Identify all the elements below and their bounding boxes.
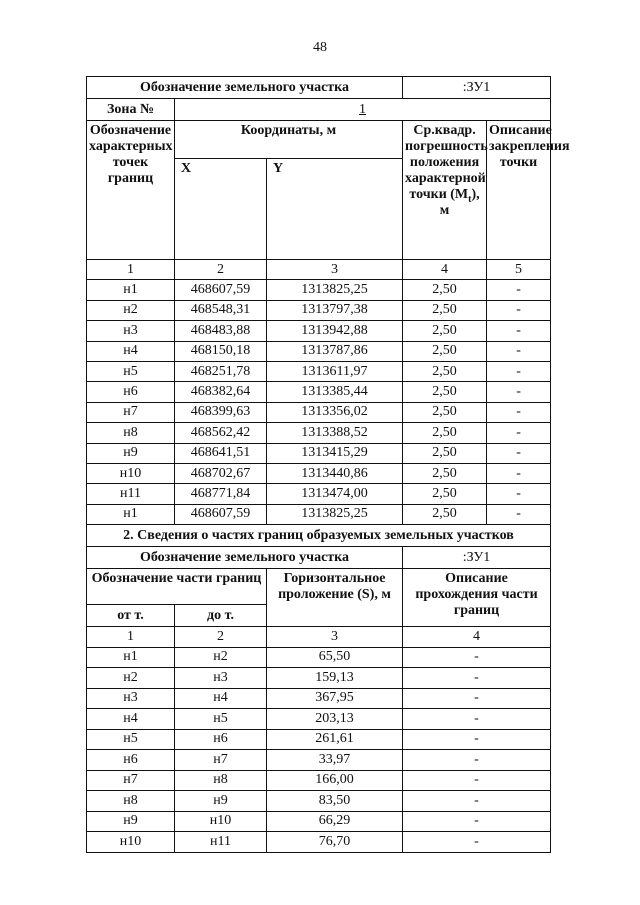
table-cell: н3: [87, 321, 175, 341]
table-cell: 2,50: [403, 402, 487, 422]
table-cell: 66,29: [267, 811, 403, 832]
parcel-value: :ЗУ1: [403, 77, 551, 99]
table-cell: 261,61: [267, 729, 403, 750]
table-row: [87, 811, 551, 832]
table-cell: 65,50: [267, 647, 403, 668]
table-cell: 76,70: [267, 832, 403, 853]
header-row-1: [87, 121, 551, 159]
header-error-sub: t: [468, 193, 472, 205]
table-cell: 2,50: [403, 423, 487, 443]
table-cell: -: [403, 770, 551, 791]
table-cell: 1313388,52: [267, 423, 403, 443]
table-cell: н10: [175, 811, 267, 832]
table-cell: 2,50: [403, 443, 487, 463]
table-row: [87, 423, 551, 443]
table-cell: 468771,84: [175, 484, 267, 504]
table-cell: -: [487, 321, 551, 341]
table-row: [87, 832, 551, 853]
table-row: [87, 280, 551, 300]
table-row: [87, 361, 551, 381]
column-number: 3: [267, 260, 403, 280]
table-cell: -: [487, 423, 551, 443]
table-row: [87, 443, 551, 463]
table-cell: -: [403, 811, 551, 832]
table-cell: н9: [175, 791, 267, 812]
table-cell: н2: [175, 647, 267, 668]
table-row: [87, 709, 551, 730]
table-cell: 1313356,02: [267, 402, 403, 422]
table-cell: н7: [87, 402, 175, 422]
parcel-label: Обозначение земельного участка: [87, 77, 403, 99]
table-cell: н10: [87, 463, 175, 483]
table-cell: 468607,59: [175, 280, 267, 300]
table-cell: 1313797,38: [267, 300, 403, 320]
header-coordinates: Координаты, м: [175, 121, 403, 159]
table-cell: -: [403, 791, 551, 812]
table-cell: н2: [87, 668, 175, 689]
table-cell: н7: [175, 750, 267, 771]
table-cell: н11: [87, 484, 175, 504]
table-cell: 1313474,00: [267, 484, 403, 504]
table-cell: н3: [87, 688, 175, 709]
table-row: [87, 484, 551, 504]
table-row: [87, 750, 551, 771]
zone-label: Зона №: [87, 99, 175, 121]
table-cell: -: [487, 504, 551, 524]
table-cell: н10: [87, 832, 175, 853]
table-cell: -: [487, 341, 551, 361]
table-row: [87, 504, 551, 524]
table-cell: 468607,59: [175, 504, 267, 524]
table-cell: н4: [175, 688, 267, 709]
header-from: от т.: [87, 605, 175, 627]
table-cell: -: [403, 709, 551, 730]
table-row: [87, 668, 551, 689]
table-cell: -: [487, 463, 551, 483]
table-cell: н9: [87, 443, 175, 463]
header-passage: Описание прохождения части границ: [403, 569, 551, 627]
table-row: [87, 770, 551, 791]
table-cell: н7: [87, 770, 175, 791]
table-cell: н1: [87, 504, 175, 524]
header-part: Обозначение части границ: [87, 569, 267, 605]
table-cell: -: [487, 402, 551, 422]
parcel-row-2: [87, 547, 551, 569]
table-cell: н5: [175, 709, 267, 730]
table-cell: н1: [87, 647, 175, 668]
column-number: 1: [87, 260, 175, 280]
parcel-row: [87, 77, 551, 99]
header-x: X: [175, 159, 267, 260]
table-cell: 468702,67: [175, 463, 267, 483]
table-cell: 2,50: [403, 321, 487, 341]
table-cell: н3: [175, 668, 267, 689]
table-cell: н2: [87, 300, 175, 320]
column-number: 4: [403, 260, 487, 280]
table-cell: -: [403, 688, 551, 709]
table-cell: 468382,64: [175, 382, 267, 402]
table-cell: -: [487, 443, 551, 463]
boundary-parts-table: [86, 524, 551, 853]
table-cell: -: [403, 750, 551, 771]
table-cell: 2,50: [403, 463, 487, 483]
table-cell: -: [403, 729, 551, 750]
table-cell: 1313611,97: [267, 361, 403, 381]
header-to: до т.: [175, 605, 267, 627]
table-row: [87, 463, 551, 483]
column-numbers-row-2: [87, 627, 551, 648]
header-points: Обозначение характерных точек границ: [87, 121, 175, 260]
table-cell: 2,50: [403, 484, 487, 504]
table-cell: 1313942,88: [267, 321, 403, 341]
table-cell: -: [487, 361, 551, 381]
table-cell: 2,50: [403, 504, 487, 524]
table-cell: 468548,31: [175, 300, 267, 320]
table-cell: 2,50: [403, 280, 487, 300]
table-row: [87, 688, 551, 709]
table-cell: 203,13: [267, 709, 403, 730]
table-cell: 468562,42: [175, 423, 267, 443]
table-cell: -: [487, 484, 551, 504]
header-description: Описание закрепления точки: [487, 121, 551, 260]
table-cell: -: [403, 668, 551, 689]
parcel-value-2: :ЗУ1: [403, 547, 551, 569]
table-cell: н8: [87, 791, 175, 812]
table-cell: -: [487, 280, 551, 300]
header-error-main: Ср.квадр. погрешность положения характерной точки (M: [405, 123, 488, 202]
table-row: [87, 791, 551, 812]
page-number: 48: [313, 40, 327, 55]
table-cell: н11: [175, 832, 267, 853]
table-cell: 2,50: [403, 361, 487, 381]
table-cell: 2,50: [403, 300, 487, 320]
table-cell: 1313440,86: [267, 463, 403, 483]
table-cell: н5: [87, 729, 175, 750]
zone-row: [87, 99, 551, 121]
table-cell: н8: [87, 423, 175, 443]
table-row: [87, 382, 551, 402]
table-cell: 468150,18: [175, 341, 267, 361]
table-cell: н1: [87, 280, 175, 300]
parcel-label-2: Обозначение земельного участка: [87, 547, 403, 569]
table-cell: 2,50: [403, 341, 487, 361]
table-cell: н6: [175, 729, 267, 750]
table-cell: н5: [87, 361, 175, 381]
table-cell: -: [403, 832, 551, 853]
table-cell: н4: [87, 709, 175, 730]
table-row: [87, 341, 551, 361]
column-numbers-row: [87, 260, 551, 280]
table-cell: 1313385,44: [267, 382, 403, 402]
column-number: 1: [87, 627, 175, 648]
table-cell: 1313787,86: [267, 341, 403, 361]
table-cell: 468641,51: [175, 443, 267, 463]
table-cell: н4: [87, 341, 175, 361]
table-cell: 33,97: [267, 750, 403, 771]
header-error: [403, 121, 487, 260]
column-number: 4: [403, 627, 551, 648]
section-title-row: [87, 525, 551, 547]
table-cell: н6: [87, 382, 175, 402]
table-cell: н9: [87, 811, 175, 832]
table-cell: 468251,78: [175, 361, 267, 381]
table-row: [87, 300, 551, 320]
column-number: 5: [487, 260, 551, 280]
table-cell: 166,00: [267, 770, 403, 791]
section-title: 2. Сведения о частях границ образуемых земельных участков: [87, 525, 551, 547]
table-cell: 1313415,29: [267, 443, 403, 463]
table-cell: 367,95: [267, 688, 403, 709]
table-row: [87, 402, 551, 422]
table-cell: н6: [87, 750, 175, 771]
table-cell: -: [403, 647, 551, 668]
coordinates-table: [86, 76, 570, 525]
table-cell: 159,13: [267, 668, 403, 689]
table-cell: 83,50: [267, 791, 403, 812]
header-length: Горизонтальное проложение (S), м: [267, 569, 403, 627]
column-number: 3: [267, 627, 403, 648]
column-number: 2: [175, 627, 267, 648]
table-cell: 468399,63: [175, 402, 267, 422]
header-row-part: [87, 569, 551, 605]
table-cell: 1313825,25: [267, 504, 403, 524]
table-cell: 1313825,25: [267, 280, 403, 300]
table-row: [87, 321, 551, 341]
zone-value: 1: [175, 99, 551, 121]
boundary-parts-table-body: [87, 525, 551, 853]
table-cell: -: [487, 382, 551, 402]
coordinates-table-body: [87, 77, 570, 525]
header-y: Y: [267, 159, 403, 260]
table-cell: н8: [175, 770, 267, 791]
table-cell: 468483,88: [175, 321, 267, 341]
table-row: [87, 729, 551, 750]
column-number: 2: [175, 260, 267, 280]
table-row: [87, 647, 551, 668]
header-error-tail: ), м: [439, 187, 480, 218]
table-cell: -: [487, 300, 551, 320]
table-cell: 2,50: [403, 382, 487, 402]
